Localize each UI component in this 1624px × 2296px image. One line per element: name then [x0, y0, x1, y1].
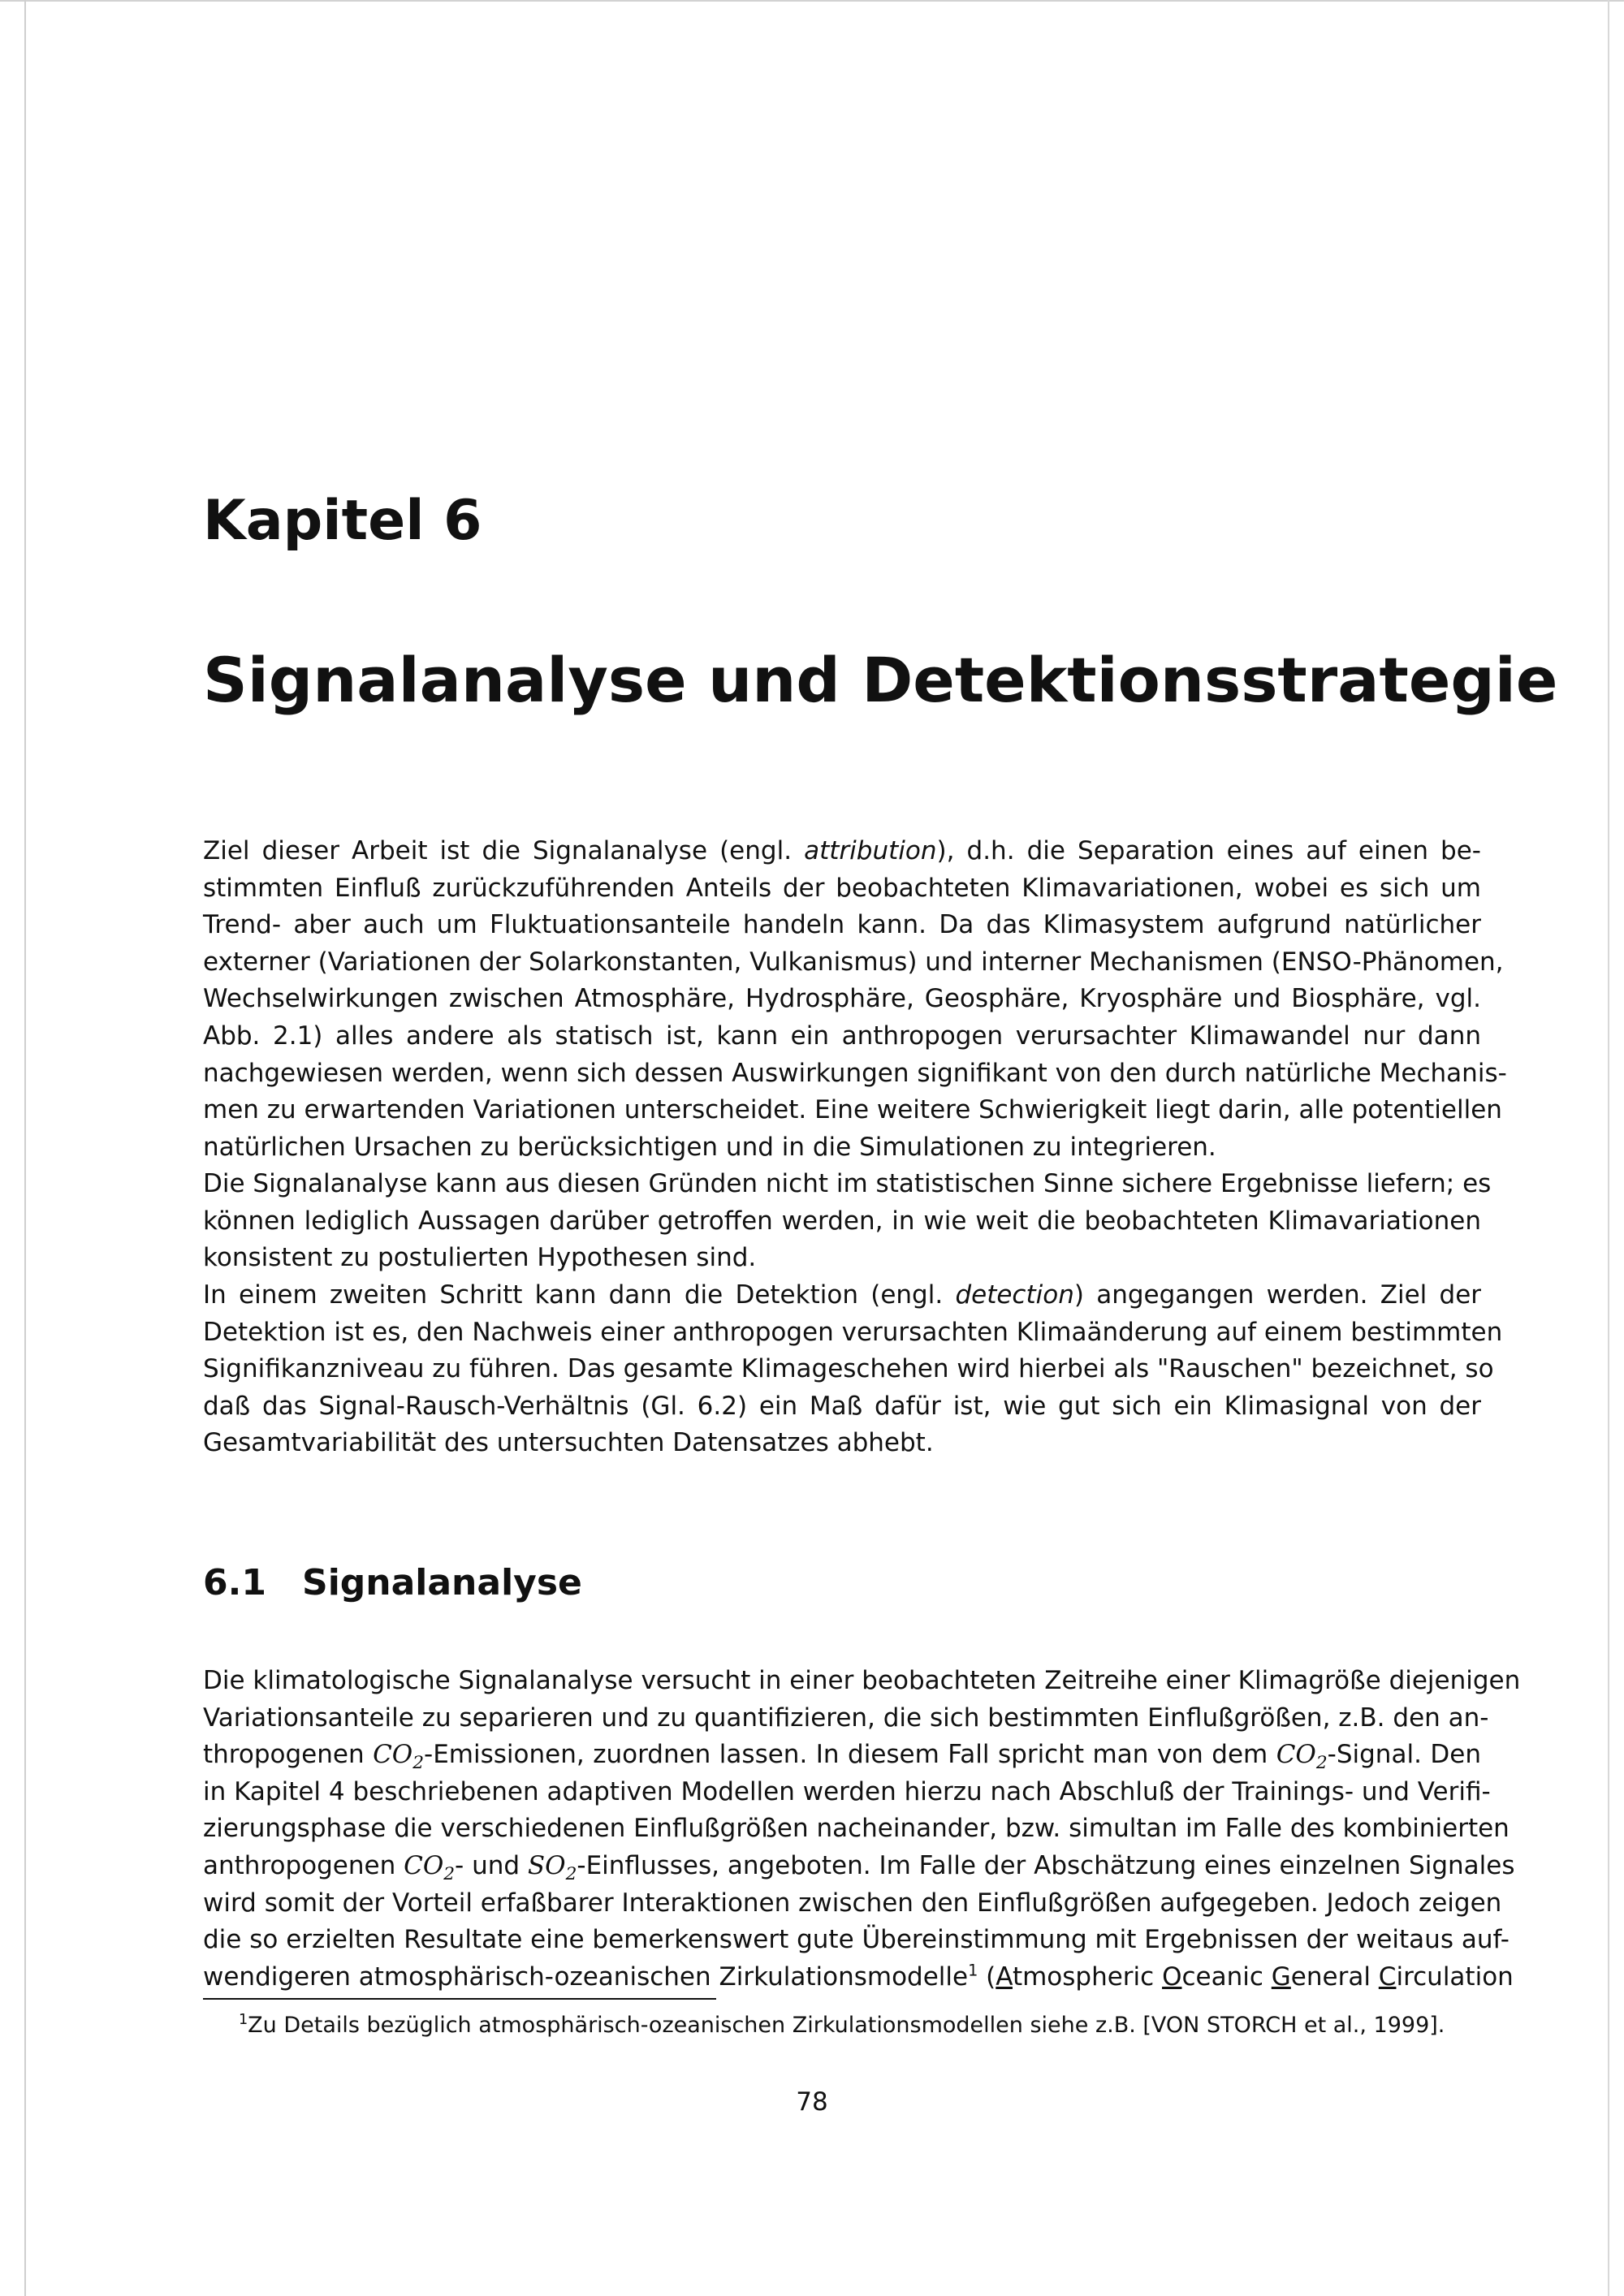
- text-line: zierungsphase die verschiedenen Einflußgrößen nacheinander, bzw. simultan im Falle des kombinierten: [203, 1814, 1510, 1844]
- co2-formula: $CO_2$: [404, 1850, 456, 1885]
- text-line: wird somit der Vorteil erfaßbarer Interaktionen zwischen den Einflußgrößen aufgegeben. Jedoch zeigen: [203, 1888, 1502, 1918]
- text-line: Variationsanteile zu separieren und zu quantifizieren, die sich bestimmten Einflußgrößen, z.B. den an-: [203, 1703, 1489, 1733]
- co2-formula: $CO_2$: [373, 1740, 425, 1774]
- text-line: thropogenen $CO_2$-Emissionen, zuordnen lassen. In diesem Fall spricht man von dem $CO_2$-Signal. Den: [203, 1740, 1481, 1774]
- text-line: Gesamtvariabilität des untersuchten Datensatzes abhebt.: [203, 1428, 934, 1458]
- text-line: Wechselwirkungen zwischen Atmosphäre, Hydrosphäre, Geosphäre, Kryosphäre und Biosphäre, vgl.: [203, 984, 1481, 1014]
- section-heading: [203, 1562, 582, 1603]
- section-number: 6.1: [203, 1562, 266, 1603]
- text-line: In einem zweiten Schritt kann dann die Detektion (engl. detection) angegangen werden. Ziel der: [203, 1280, 1482, 1310]
- text-line: Detektion ist es, den Nachweis einer anthropogen verursachten Klimaänderung auf einem bestimmten: [203, 1317, 1503, 1347]
- footnote-reference: 1: [968, 1961, 978, 1980]
- intro-paragraph-2: [203, 1166, 1492, 1277]
- text-line: externer (Variationen der Solarkonstanten, Vulkanismus) und interner Mechanismen (ENSO-Phänomen,: [203, 947, 1504, 977]
- text-line: natürlichen Ursachen zu berücksichtigen und in die Simulationen zu integrieren.: [203, 1132, 1216, 1162]
- chapter-title: Signalanalyse und Detektionsstrategie: [203, 644, 1558, 716]
- footnote-separator: [203, 1998, 716, 2000]
- section-paragraph: [203, 1663, 1521, 1996]
- intro-paragraph-3: [203, 1277, 1503, 1462]
- footnote-mark: 1: [239, 2012, 248, 2028]
- text-line: wendigeren atmosphärisch-ozeanischen Zirkulationsmodelle$^1$ (Atmospheric Oceanic General Circulation: [203, 1961, 1514, 1992]
- page-number: 78: [796, 2087, 828, 2117]
- text-line: daß das Signal-Rausch-Verhältnis (Gl. 6.2) ein Maß dafür ist, wie gut sich ein Klimasignal von der: [203, 1391, 1481, 1421]
- text-line: können lediglich Aussagen darüber getroffen werden, in wie weit die beobachteten Klimavariationen: [203, 1206, 1481, 1236]
- text-line: stimmten Einfluß zurückzuführenden Anteils der beobachteten Klimavariationen, wobei es sich um: [203, 873, 1481, 903]
- text-line: Ziel dieser Arbeit ist die Signalanalyse (engl. attribution), d.h. die Separation eines auf einen be-: [203, 836, 1481, 865]
- text-line: Die klimatologische Signalanalyse versucht in einer beobachteten Zeitreihe einer Klimagröße diejenigen: [203, 1666, 1521, 1695]
- so2-formula: $SO_2$: [527, 1850, 577, 1885]
- scan-right-edge: [1608, 0, 1609, 2296]
- chapter-label: Kapitel 6: [203, 489, 482, 553]
- section-title-text: Signalanalyse: [302, 1562, 582, 1603]
- co2-formula: $CO_2$: [1276, 1740, 1328, 1774]
- text-line: men zu erwartenden Variationen unterscheidet. Eine weitere Schwierigkeit liegt darin, alle potentiellen: [203, 1095, 1502, 1125]
- text-line: nachgewiesen werden, wenn sich dessen Auswirkungen signifikant von den durch natürliche Mechanis-: [203, 1058, 1507, 1088]
- scan-left-edge: [24, 0, 26, 2296]
- text-line: die so erzielten Resultate eine bemerkenswert gute Übereinstimmung mit Ergebnissen der weitaus auf-: [203, 1925, 1510, 1955]
- footnote: [239, 2011, 1445, 2040]
- text-line: konsistent zu postulierten Hypothesen sind.: [203, 1243, 757, 1273]
- text-line: Abb. 2.1) alles andere als statisch ist, kann ein anthropogen verursachter Klimawandel nur dann: [203, 1021, 1481, 1051]
- text-line: Signifikanzniveau zu führen. Das gesamte Klimageschehen wird hierbei als "Rauschen" bezeichnet, so: [203, 1354, 1494, 1384]
- scan-top-edge: [0, 0, 1624, 2]
- footnote-text: Zu Details bezüglich atmosphärisch-ozeanischen Zirkulationsmodellen siehe z.B. [VON STORCH et al., 1999].: [248, 2013, 1445, 2038]
- text-line: in Kapitel 4 beschriebenen adaptiven Modellen werden hierzu nach Abschluß der Trainings- und Verifi-: [203, 1776, 1491, 1806]
- text-line: Die Signalanalyse kann aus diesen Gründen nicht im statistischen Sinne sichere Ergebnisse liefern; es: [203, 1169, 1492, 1198]
- text-line: anthropogenen $CO_2-$ und $SO_2$-Einflusses, angeboten. Im Falle der Abschätzung eines einzelnen Signales: [203, 1850, 1515, 1885]
- text-line: Trend- aber auch um Fluktuationsanteile handeln kann. Da das Klimasystem aufgrund natürlicher: [203, 910, 1481, 940]
- intro-paragraph-1: [203, 833, 1507, 1166]
